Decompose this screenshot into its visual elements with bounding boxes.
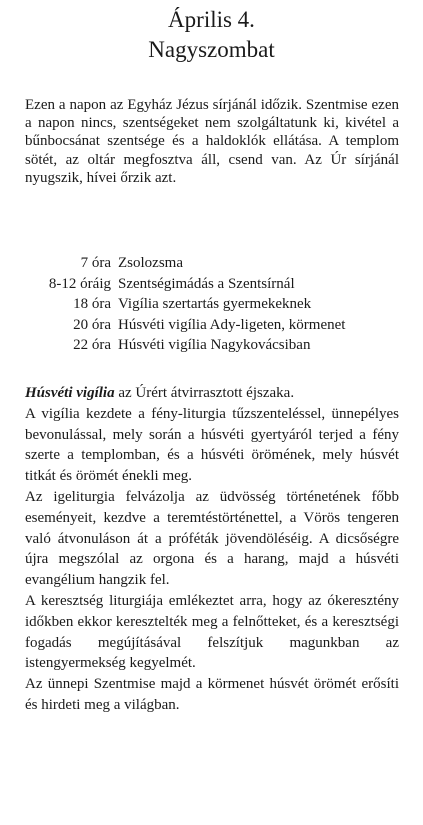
page-title-day: Nagyszombat [148,37,275,62]
schedule-row [0,294,423,315]
schedule-event: Szentségimádás a Szentsírnál [118,275,295,292]
page-title-date: Április 4. [168,7,255,32]
vigil-title: Húsvéti vigília [25,385,115,401]
schedule-row [0,274,423,295]
schedule-time: 7 óra [80,255,111,271]
schedule-row [0,253,423,274]
intro-paragraph: Ezen a napon az Egyház Jézus sírjánál időzik. Szentmise ezen a napon nincs, szentségeket nem szolgáltatunk ki, kivétel a bűnbocsánat szentsége és a haldoklók ellátása. A templom sötét, az oltár megfosztva áll, csend van. Az Úr sírjánál nyugszik, hívei őrzik azt. [25,97,399,186]
schedule-event: Húsvéti vigília Ady-ligeten, körmenet [118,316,346,333]
schedule-event: Húsvéti vigília Nagykovácsiban [118,337,311,353]
schedule-list [0,253,423,356]
vigil-paragraph: Az igeliturgia felvázolja az üdvösség történetének főbb eseményeit, kezdve a teremtéstörténettel, a Vörös tengeren való átvonuláson át a próféták jövendöléséig. A dicsőségre újra megszólal az orgona és a harang, majd a húsvéti evangélium hangzik fel. [25,488,399,589]
vigil-paragraph: A keresztség liturgiája emlékeztet arra, hogy az ókeresztény időkben ekkor keresztelték meg a felnőtteket, és a keresztségi fogadás megújításával felszítjuk magunkban az istengyermekség kegyelmét. [25,592,399,672]
schedule-row [0,315,423,336]
schedule-time: 8-12 óráig [48,275,111,292]
schedule-time: 20 óra [73,316,111,333]
schedule-row [0,335,423,356]
schedule-event: Zsolozsma [118,255,183,271]
vigil-paragraph: Az ünnepi Szentmise majd a körmenet húsvét örömét erősíti és hirdeti meg a világban. [25,676,399,713]
vigil-lead [25,383,399,404]
vigil-paragraph: A vigília kezdete a fény-liturgia tűzszenteléssel, ünnepélyes bevonulással, mely során a húsvéti gyertyáról terjed a fény szerte a templomban, és a húsvéti örömének, mely húsvét titkát és örömét énekli meg. [25,405,399,485]
schedule-time: 22 óra [73,337,111,353]
vigil-title-rest: az Úrért átvirrasztott éjszaka. [114,385,295,401]
schedule-time: 18 óra [73,296,111,312]
vigil-section [25,383,399,716]
schedule-event: Vigília szertartás gyermekeknek [118,296,312,312]
